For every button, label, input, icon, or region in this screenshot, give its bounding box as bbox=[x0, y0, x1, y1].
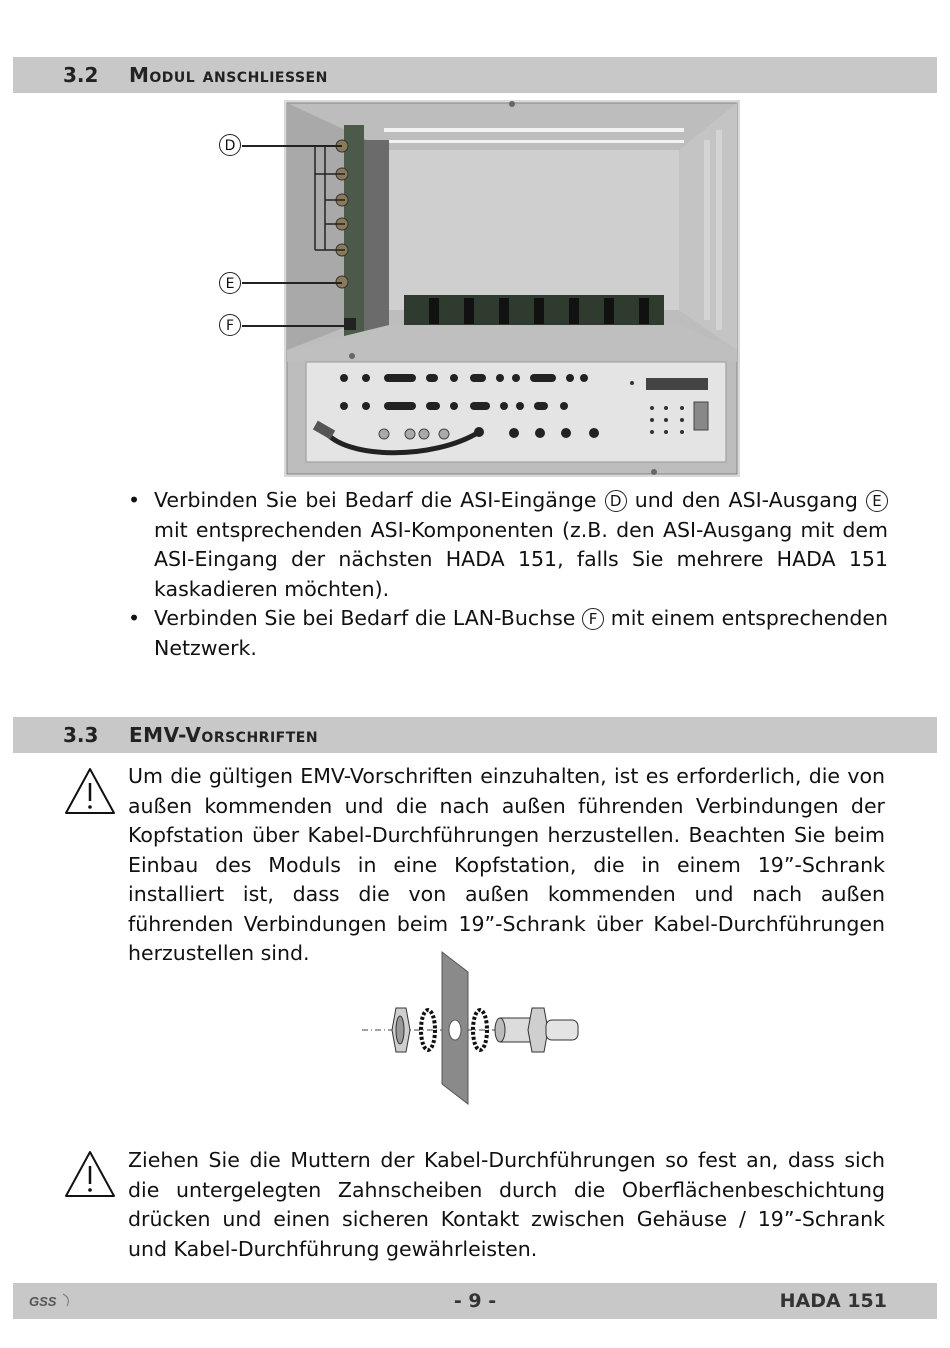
section-title: Modul anschliessen bbox=[129, 63, 328, 87]
inline-label-f: F bbox=[582, 608, 604, 630]
page-footer bbox=[13, 1283, 937, 1319]
leader-line-e bbox=[242, 282, 342, 284]
section-number: 3.2 bbox=[63, 63, 99, 87]
bullet-dot: • bbox=[128, 488, 141, 512]
chassis-photo bbox=[284, 100, 740, 477]
leader-bracket bbox=[310, 140, 350, 260]
leader-line-f bbox=[242, 325, 350, 327]
bullet-text: mit entsprechenden ASI-Komponenten (z.B. den ASI-Ausgang mit dem ASI-Eingang der nächsten HADA 151, falls Sie mehrere HADA 151 kaskadieren möchten). bbox=[154, 517, 888, 601]
bullet-list bbox=[128, 486, 888, 663]
warning-icon bbox=[64, 767, 116, 815]
bullet-text: Verbinden Sie bei Bedarf die LAN-Buchse bbox=[154, 606, 576, 630]
section-number: 3.3 bbox=[63, 723, 99, 747]
photo-label-d: D bbox=[219, 134, 241, 156]
bullet-text: mit einem entsprechenden Netzwerk. bbox=[154, 606, 889, 660]
photo-label-e: E bbox=[219, 272, 241, 294]
warning-icon bbox=[64, 1150, 116, 1198]
page-number: - 9 - bbox=[453, 1290, 497, 1312]
bullet-dot: • bbox=[128, 606, 141, 630]
inline-label-d: D bbox=[605, 490, 627, 512]
bullet-item-lan bbox=[128, 604, 888, 663]
warning-text-emv: Um die gültigen EMV-Vorschriften einzuhalten, ist es erforderlich, die von außen kommenden und die nach außen führenden Verbindungen der Kopfstation über Kabel-Durchführungen herzustellen. Beachten Sie beim Einbau des Moduls in eine Kopfstation, die in einem 19”-Schrank installiert ist, dass die von außen kommenden und nach außen führenden Verbindungen beim 19”-Schrank über Kabel-Durchführungen herzustellen sind. bbox=[128, 764, 885, 965]
logo-text: GSS bbox=[29, 1294, 57, 1309]
bullet-text: Verbinden Sie bei Bedarf die ASI-Eingänge bbox=[154, 488, 597, 512]
product-name: HADA 151 bbox=[779, 1290, 887, 1312]
cable-gland-illustration bbox=[360, 950, 585, 1105]
inline-label-e: E bbox=[866, 490, 888, 512]
warning-text-nuts: Ziehen Sie die Muttern der Kabel-Durchführungen so fest an, dass sich die untergelegten Zahnscheiben durch die Oberflächenbeschichtung drücken und einen sicheren Kontakt zwischen Gehäuse / 19”-Schrank und Kabel-Durchführung gewährleisten. bbox=[128, 1148, 885, 1261]
bullet-text: und den ASI-Ausgang bbox=[634, 488, 858, 512]
bullet-item-asi bbox=[128, 486, 888, 604]
section-header-3-3 bbox=[13, 717, 937, 753]
photo-label-f: F bbox=[219, 314, 241, 336]
section-header-3-2 bbox=[13, 57, 937, 93]
section-title: EMV-Vorschriften bbox=[129, 723, 319, 747]
